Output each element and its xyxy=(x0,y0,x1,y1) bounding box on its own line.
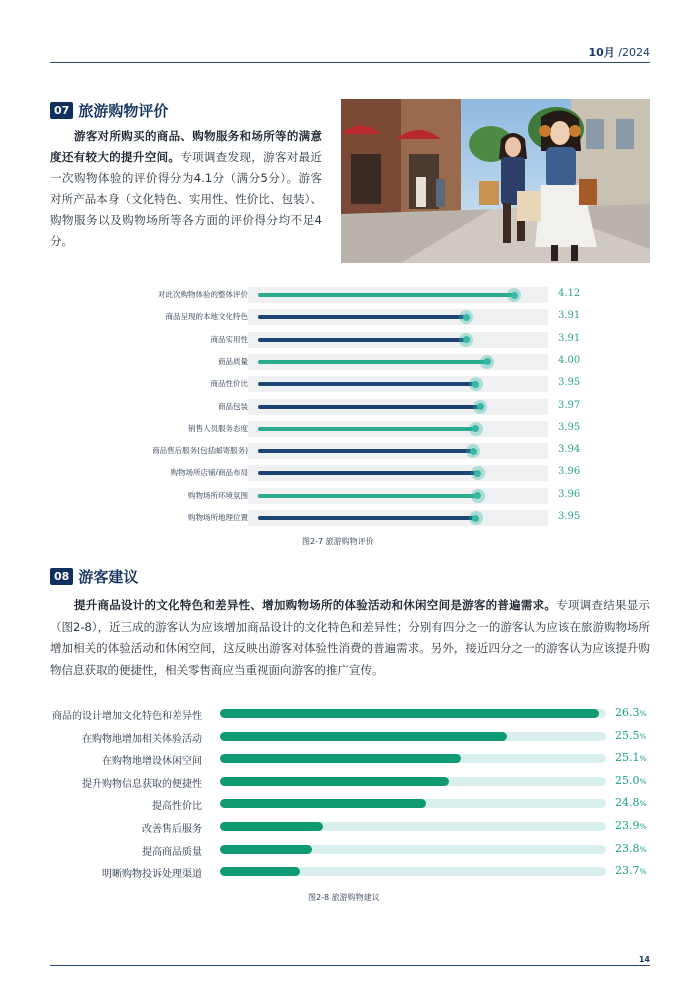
suggestion-bar xyxy=(220,799,426,808)
section-8-number: 08 xyxy=(50,568,73,585)
suggestion-row xyxy=(50,771,650,793)
section-8-title: 游客建议 xyxy=(78,568,139,586)
suggestion-bar xyxy=(220,822,323,831)
rating-row xyxy=(50,418,650,440)
suggestion-label: 提高性价比 xyxy=(152,801,202,813)
suggestion-bar xyxy=(220,845,312,854)
rating-bar xyxy=(258,449,473,453)
header-rule xyxy=(50,62,650,63)
suggestion-value-unit: % xyxy=(639,776,647,786)
suggestion-value-number: 23.7 xyxy=(615,864,640,878)
suggestion-value-number: 25.1 xyxy=(615,751,640,765)
suggestion-value-number: 24.8 xyxy=(615,796,640,810)
suggestion-row xyxy=(50,703,650,725)
rating-row xyxy=(50,351,650,373)
rating-bar xyxy=(258,516,476,520)
suggestion-value xyxy=(615,796,647,809)
rating-marker xyxy=(473,400,487,414)
rating-value: 3.96 xyxy=(558,466,581,478)
rating-marker xyxy=(469,511,483,525)
suggestion-row xyxy=(50,726,650,748)
suggestion-value-number: 23.9 xyxy=(615,819,640,832)
rating-label: 商品呈现的本地文化特色 xyxy=(165,312,248,322)
rating-row xyxy=(50,329,650,351)
suggestion-label: 明晰购物投诉处理渠道 xyxy=(102,869,202,881)
rating-marker xyxy=(469,377,483,391)
chart-2-7-caption: 图2-7 旅游购物评价 xyxy=(302,537,374,546)
rating-label: 商品实用性 xyxy=(210,334,248,344)
rating-row xyxy=(50,373,650,395)
page-number: 14 xyxy=(638,955,650,964)
suggestion-value-unit: % xyxy=(639,731,647,741)
rating-value: 3.95 xyxy=(558,511,581,522)
section-7-heading xyxy=(50,100,168,121)
suggestion-bar xyxy=(220,777,449,786)
rating-label: 销售人员服务态度 xyxy=(188,423,248,433)
rating-bar xyxy=(258,338,466,342)
rating-value: 3.91 xyxy=(558,310,581,322)
suggestion-row xyxy=(50,816,650,838)
rating-bar xyxy=(258,427,476,431)
suggestion-bar xyxy=(220,867,300,876)
rating-bar xyxy=(258,315,466,319)
suggestion-value xyxy=(615,842,647,855)
rating-marker xyxy=(480,355,494,369)
section-8-heading xyxy=(50,566,138,587)
suggestion-row xyxy=(50,861,650,883)
rating-row xyxy=(50,462,650,484)
suggestion-row xyxy=(50,748,650,770)
suggestion-value-number: 25.0 xyxy=(615,773,640,787)
rating-label: 对此次购物体验的整体评价 xyxy=(158,290,248,299)
rating-value: 3.91 xyxy=(558,332,581,344)
rating-marker xyxy=(459,333,473,347)
section-7-number: 07 xyxy=(50,102,73,119)
section-8-paragraph: 提升商品设计的文化特色和差异性、增加购物场所的体验活动和休闲空间是游客的普遍需求。专项调查结果显示（图2-8），近三成的游客认为应该增加商品设计的文化特色和差异性；分别有四分之一的游客认为应该在旅游购物场所增加相关的体验活动和休闲空间，这反映出游客对体验性消费的普遍需求。另外，接近四分之一的游客认为应该提升购物信息获取的便捷性，相关零售商应当重视面向游客的推广宣传。 xyxy=(50,598,650,677)
rating-row xyxy=(50,507,650,529)
section-7-intro: 游客对所购买的商品、购物服务和场所等的满意度还有较大的提升空间。专项调查发现，游客对最近一次购物体验的评价得分为4.1分（满分5分）。游客对所产品本身（文化特色、实用性、性价比、包装）、购物服务以及购物场所等各方面的评价得分均不足4分。 xyxy=(50,129,322,248)
rating-label: 购物场所地理位置 xyxy=(188,513,248,522)
suggestion-value-number: 23.8 xyxy=(615,841,640,855)
purchase-evaluation-chart xyxy=(50,284,650,529)
rating-bar xyxy=(258,293,514,297)
chart-2-8-caption: 图2-8 旅游购物建议 xyxy=(308,893,380,902)
header-date: 10月 /2024 xyxy=(588,46,650,59)
suggestion-label: 在购物地增设休闲空间 xyxy=(102,756,202,768)
rating-value: 4.12 xyxy=(558,288,581,299)
suggestion-bar xyxy=(220,754,461,763)
suggestion-row xyxy=(50,839,650,861)
rating-value: 3.95 xyxy=(558,421,581,433)
rating-row xyxy=(50,306,650,328)
suggestion-value-unit: % xyxy=(639,867,647,877)
rating-label: 商品售后服务(包括邮寄服务) xyxy=(152,446,248,456)
suggestion-value xyxy=(615,864,647,877)
suggestion-value-unit: % xyxy=(639,754,647,764)
rating-row xyxy=(50,396,650,418)
suggestion-label: 在购物地增加相关体验活动 xyxy=(82,733,202,745)
suggestion-label: 改善售后服务 xyxy=(142,824,202,835)
suggestion-value xyxy=(615,729,647,742)
rating-bar xyxy=(258,360,487,364)
rating-bar xyxy=(258,382,476,386)
suggestion-value xyxy=(615,751,647,764)
suggestion-value-number: 25.5 xyxy=(615,728,640,742)
rating-label: 商品包装 xyxy=(218,401,248,411)
suggestion-value xyxy=(615,774,647,787)
rating-label: 购物场所店铺/商品布局 xyxy=(170,468,248,478)
rating-value: 4.00 xyxy=(558,354,581,366)
section-7-title: 旅游购物评价 xyxy=(78,102,169,120)
suggestion-label: 商品的设计增加文化特色和差异性 xyxy=(52,711,202,722)
footer-rule xyxy=(50,965,650,966)
suggestion-bar xyxy=(220,709,599,718)
rating-value: 3.94 xyxy=(558,444,581,456)
rating-row xyxy=(50,284,650,306)
shoppers-photo-illustration xyxy=(341,99,650,263)
suggestion-value-unit: % xyxy=(639,822,647,831)
rating-value: 3.96 xyxy=(558,488,581,500)
rating-marker xyxy=(471,489,485,503)
suggestion-row xyxy=(50,793,650,815)
rating-row xyxy=(50,485,650,507)
rating-marker xyxy=(469,422,483,436)
rating-label: 购物场所环境氛围 xyxy=(188,490,248,500)
shoppers-photo xyxy=(341,99,650,263)
suggestion-value-unit: % xyxy=(639,709,647,718)
suggestion-value-number: 26.3 xyxy=(615,706,640,719)
rating-label: 商品性价比 xyxy=(210,379,248,389)
suggestion-label: 提高商品质量 xyxy=(142,846,202,858)
rating-value: 3.95 xyxy=(558,377,581,389)
rating-bar xyxy=(258,471,478,475)
rating-row xyxy=(50,440,650,462)
rating-bar xyxy=(258,405,480,409)
rating-bar xyxy=(258,494,478,498)
suggestion-value-unit: % xyxy=(639,799,647,809)
suggestion-value xyxy=(615,819,647,832)
suggestion-label: 提升购物信息获取的便捷性 xyxy=(82,778,202,790)
suggestion-value-unit: % xyxy=(639,844,647,854)
rating-value: 3.97 xyxy=(558,399,581,411)
suggestion-value xyxy=(615,706,647,719)
rating-label: 商品质量 xyxy=(218,356,248,366)
suggestion-bar xyxy=(220,732,507,741)
